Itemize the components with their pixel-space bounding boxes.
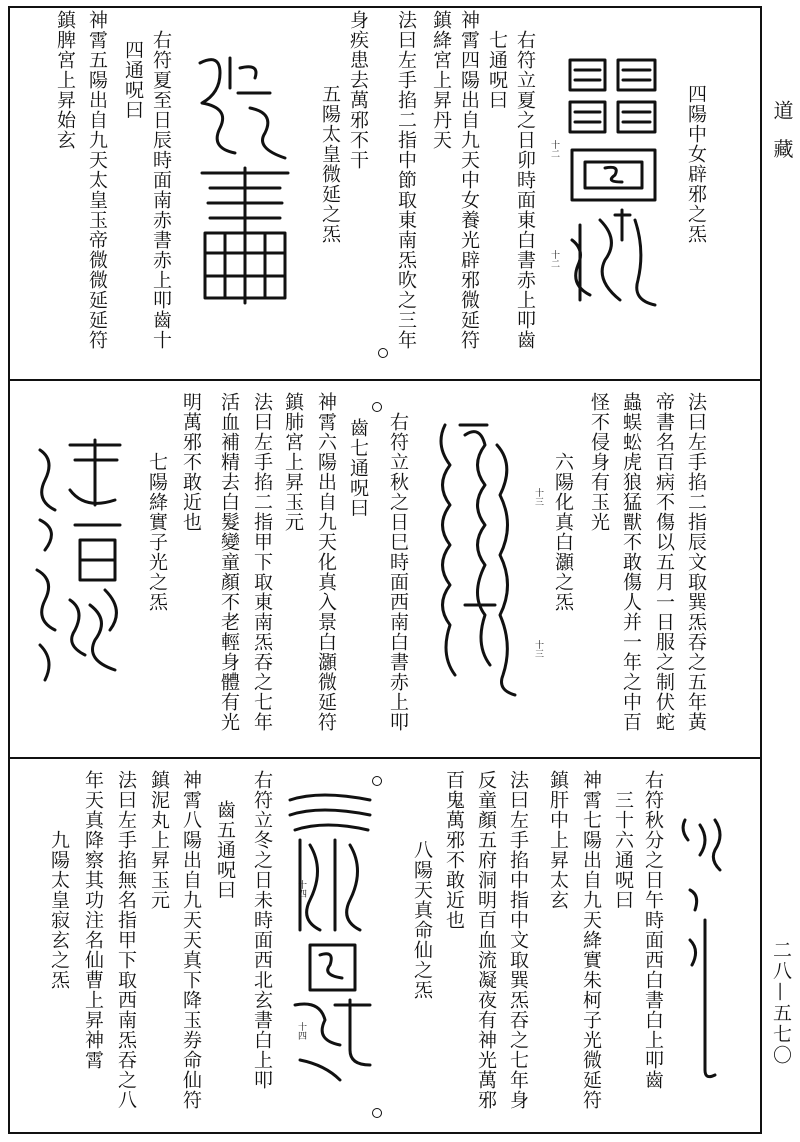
section-divider-2 (8, 757, 762, 759)
s3-col-5: 法曰左手掐中指中文取巽炁吞之七年身 (507, 770, 529, 1110)
circle-mark (372, 402, 382, 412)
section-divider-1 (8, 379, 762, 381)
s2-col-3: 蟲蜈蚣虎狼猛獸不敢傷人并一年之中百 (620, 392, 642, 732)
s1-col-8: 右符夏至日辰時面南赤書赤上叩齒十 (150, 30, 172, 350)
s3-col-4: 鎮肝中上昇太玄 (547, 770, 569, 910)
s3-col-12: 鎮泥丸上昇玉元 (148, 770, 170, 910)
s1-col-9: 四通呪曰 (122, 40, 144, 120)
s2-col-1: 法曰左手掐二指辰文取巽炁吞之五年黃 (685, 392, 707, 732)
s1-note-1: 十二 (549, 140, 559, 158)
s2-col-2: 帝書名百病不傷以五月一日服之制伏蛇 (653, 392, 675, 732)
s1-col-2: 七通呪曰 (486, 30, 508, 110)
s2-col-4: 怪不侵身有玉光 (588, 392, 610, 532)
s2-col-9: 鎮肺宮上昇玉元 (282, 392, 304, 532)
s1-note-2: 十二 (549, 250, 559, 268)
circle-mark (378, 348, 388, 358)
s3-col-9: 右符立冬之日未時面西北玄書白上叩 (251, 770, 273, 1090)
circle-mark (372, 1108, 382, 1118)
s3-col-3: 神霄七陽出自九天絳實朱柯子光微延符 (580, 770, 602, 1110)
s3-col-7: 百鬼萬邪不敢近也 (443, 770, 465, 930)
s3-col-10: 齒五通呪曰 (214, 800, 236, 900)
s1-col-6: 身疾患去萬邪不干 (347, 10, 369, 170)
s1-col-7: 五陽太皇微延之炁 (319, 84, 341, 244)
s3-note-1: 十四 (296, 880, 306, 898)
book-title: 道 藏 (770, 100, 794, 165)
s2-col-11: 活血補精去白髮變童顏不老輕身體有光 (218, 392, 240, 732)
talisman-5 (670, 800, 740, 1090)
s1-col-11: 鎮脾宮上昇始玄 (54, 10, 76, 150)
s3-col-2: 三十六通呪曰 (612, 790, 634, 910)
s1-col-1: 右符立夏之日卯時面東白書赤上叩齒 (514, 30, 536, 350)
page-number: 二八—五七〇 (770, 940, 792, 1066)
s2-col-12: 明萬邪不敢近也 (180, 392, 202, 532)
talisman-2 (190, 48, 300, 318)
s1-col-4: 鎮絳宮上昇丹天 (430, 10, 452, 150)
s3-note-2: 十四 (296, 1022, 306, 1040)
talisman-3 (425, 405, 525, 705)
s3-col-13: 法曰左手掐無名指甲下取西南炁吞之八 (115, 770, 137, 1110)
s2-note-1: 十三 (533, 488, 543, 506)
s2-col-7: 齒七通呪曰 (347, 418, 369, 518)
s3-col-11: 神霄八陽出自九天天真下降玉券命仙符 (180, 770, 202, 1110)
talisman-4 (25, 430, 135, 700)
s3-col-1: 右符秋分之日午時面西白書白上叩齒 (642, 770, 664, 1090)
s1-col-5: 法曰左手掐二指中節取東南炁吹之三年 (395, 10, 417, 350)
talisman-1 (560, 50, 670, 320)
s3-col-6: 反童顏五府洞明百血流凝夜有神光萬邪 (475, 770, 497, 1110)
s1-col-3: 神霄四陽出自九天中女養光辟邪微延符 (458, 10, 480, 350)
s2-col-13: 七陽絳實子光之炁 (146, 452, 168, 612)
s3-col-8: 八陽天真命仙之炁 (411, 840, 433, 1000)
s2-col-8: 神霄六陽出自九天化真入景白灝微延符 (315, 392, 337, 732)
s2-col-6: 右符立秋之日巳時面西南白書赤上叩 (387, 412, 409, 732)
s3-col-14: 年天真降察其功注名仙曹上昇神霄 (82, 770, 104, 1070)
s1-col-10: 神霄五陽出自九天太皇玉帝微微延延符 (86, 10, 108, 350)
s3-col-15: 九陽太皇寂玄之炁 (48, 830, 70, 990)
section1-title: 四陽中女辟邪之炁 (685, 84, 707, 244)
s2-col-10: 法曰左手掐二指甲下取東南炁吞之七年 (251, 392, 273, 732)
s2-note-2: 十三 (533, 640, 543, 658)
talisman-6 (280, 780, 380, 1090)
s2-col-5: 六陽化真白灝之炁 (552, 452, 574, 612)
